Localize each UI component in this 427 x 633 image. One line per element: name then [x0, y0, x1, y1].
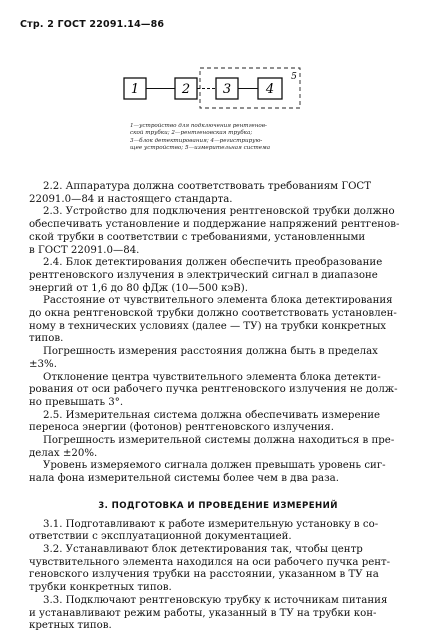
text-line: 2.4. Блок детектирования должен обеспечить преобразование	[43, 257, 383, 269]
text-line: рентгеновского излучения в электрический сигнал в диапазоне	[29, 269, 378, 281]
caption-line: 1—устройство для подключения рентгенов-	[130, 123, 267, 129]
page-header: Стр. 2 ГОСТ 22091.14—86	[20, 19, 165, 30]
text-line: кретных типов.	[29, 620, 112, 632]
text-line: в ГОСТ 22091.0—84.	[29, 244, 140, 256]
text-line: типов.	[29, 333, 64, 345]
text-line: Уровень измеряемого сигнала должен превышать уровень сиг-	[43, 460, 386, 472]
text-line: и устанавливают режим работы, указанный в ТУ на трубки кон-	[29, 607, 377, 619]
document-body	[29, 181, 407, 633]
text-line: до окна рентгеновской трубки должно соответствовать установлен-	[29, 308, 397, 320]
block-5-label: 5	[291, 72, 297, 82]
text-line: 3.3. Подключают рентгеновскую трубку к источникам питания	[43, 594, 388, 606]
text-line: чувствительного элемента находился на оси рабочего пучка рент-	[29, 556, 391, 568]
text-line: 3.2. Устанавливают блок детектирования так, чтобы центр	[43, 543, 363, 555]
block-4-label: 4	[265, 82, 275, 97]
text-line: переноса энергии (фотонов) рентгеновского излучения.	[29, 422, 334, 434]
text-line: Погрешность измерительной системы должна находиться в пре-	[43, 435, 395, 447]
text-line: ответствии с эксплуатационной документацией.	[29, 531, 292, 543]
text-line: делах ±20%.	[29, 447, 98, 459]
text-line: ±3%.	[29, 358, 57, 370]
block-diagram	[118, 66, 308, 120]
text-line: энергий от 1,6 до 80 фДж (10—500 кэВ).	[29, 282, 248, 294]
text-line: обеспечивать установление и поддержание напряжений рентгенов-	[29, 219, 400, 231]
text-line: Погрешность измерения расстояния должна быть в пределах	[43, 346, 378, 358]
section-title: 3. ПОДГОТОВКА И ПРОВЕДЕНИЕ ИЗМЕРЕНИЙ	[98, 500, 338, 511]
block-2-label: 2	[181, 82, 191, 97]
text-line: ному в технических условиях (далее — ТУ) на трубки конкретных	[29, 320, 387, 332]
text-line: но превышать 3°.	[29, 396, 124, 408]
text-line: 2.2. Аппаратура должна соответствовать требованиям ГОСТ	[43, 181, 372, 192]
text-line: 2.5. Измерительная система должна обеспечивать измерение	[43, 409, 381, 421]
text-line: ской трубки в соответствии с требованиями, установленными	[29, 231, 366, 243]
text-line: 22091.0—84 и настоящего стандарта.	[29, 193, 233, 205]
caption-line: 3—блок детектирования; 4—регистрирую-	[130, 137, 263, 144]
text-line: 2.3. Устройство для подключения рентгеновской трубки должно	[43, 206, 395, 218]
text-line: Отклонение центра чувствительного элемента блока детекти-	[43, 371, 381, 383]
text-line: геновского излучения трубки на расстоянии, указанном в ТУ на	[29, 569, 379, 581]
text-line: рования от оси рабочего пучка рентгеновского излучения не долж-	[29, 384, 398, 396]
text-line: Расстояние от чувствительного элемента блока детектирования	[43, 295, 393, 307]
block-3-label: 3	[222, 82, 232, 97]
figure-caption	[130, 123, 340, 153]
text-line: нала фона измерительной системы более чем в два раза.	[29, 473, 339, 485]
text-line: трубки конкретных типов.	[29, 582, 172, 594]
block-1-label: 1	[130, 82, 140, 97]
caption-line: щее устройство; 5—измерительная система	[130, 145, 271, 152]
text-line: 3.1. Подготавливают к работе измерительную установку в со-	[43, 518, 379, 530]
caption-line: ской трубки; 2—рентгеновская трубка;	[130, 130, 253, 137]
